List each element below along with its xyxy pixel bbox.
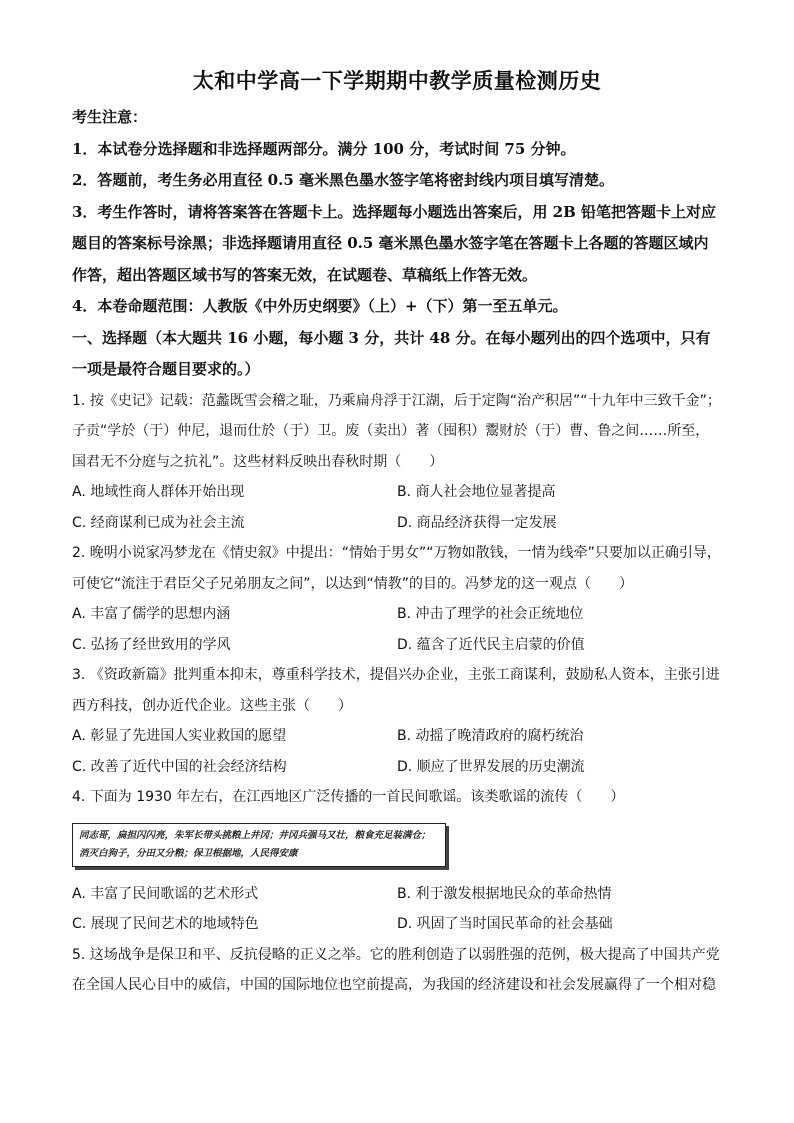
option-list <box>72 879 722 940</box>
option-list <box>72 599 722 660</box>
option-a: A. 丰富了民间歌谣的艺术形式 <box>72 885 259 902</box>
notice-item-2: 2．答题前，考生务必用直径 0.5 毫米黑色墨水签字笔将密封线内项目填写清楚。 <box>72 171 614 189</box>
notice-block <box>72 102 722 323</box>
option-b: B. 动摇了晚清政府的腐朽统治 <box>397 728 584 744</box>
question-2 <box>72 538 722 660</box>
option-d: D. 顺应了世界发展的历史潮流 <box>397 758 585 775</box>
option-list <box>72 721 722 782</box>
option-c: C. 改善了近代中国的社会经济结构 <box>72 758 287 775</box>
question-stem: 4. 下面为 1930 年左右，在江西地区广泛传播的一首民间歌谣。该类歌谣的流传（ ） <box>72 789 625 805</box>
question-stem: 1. 按《史记》记载：范蠡既雪会稽之耻，乃乘扁舟浮于江湖，后于定陶“治产积居”“十九年中三致千金”；子贡“学於（于）仲尼，退而仕於（于）卫。废（卖出）著（囤积）鬻财於（于）曹、鲁之间……所至，国君无不分庭与之抗礼”。这些材料反映出春秋时期（ ） <box>72 392 721 470</box>
notice-item-4: 4．本卷命题范围：人教版《中外历史纲要》（上）+（下）第一至五单元。 <box>72 297 568 315</box>
option-d: D. 巩固了当时国民革命的社会基础 <box>397 916 613 932</box>
notice-heading: 考生注意： <box>72 108 148 126</box>
option-list <box>72 477 722 538</box>
notice-item-1: 1．本试卷分选择题和非选择题两部分。满分 100 分，考试时间 75 分钟。 <box>72 139 576 158</box>
question-stem: 3. 《资政新篇》批判重本抑末，尊重科学技术，提倡兴办企业，主张工商谋利，鼓励私人资本，主张引进西方科技，创办近代企业。这些主张（ ） <box>72 667 720 714</box>
question-4 <box>72 782 722 940</box>
exam-title: 太和中学高一下学期期中教学质量检测历史 <box>192 69 602 93</box>
option-b: B. 利于激发根据地民众的革命热情 <box>397 885 612 902</box>
option-d: D. 商品经济获得一定发展 <box>397 514 557 531</box>
folk-song-image: 同志哥，扁担闪闪亮，朱军长带头挑粮上井冈；井冈兵强马又壮，粮食充足装满仓；消灭白狗子，分田又分粮；保卫根据地，人民得安康 <box>72 823 446 867</box>
question-stem: 2. 晚明小说家冯梦龙在《情史叙》中提出：“情始于男女”“万物如散钱，一情为线牵”只要加以正确引导，可使它“流注于君臣父子兄弟朋友之间”，以达到“情教”的目的。冯梦龙的这一观点（ ） <box>72 545 721 592</box>
option-b: B. 商人社会地位显著提高 <box>397 484 556 500</box>
question-5 <box>72 940 722 1001</box>
option-d: D. 蕴含了近代民主启蒙的价值 <box>397 636 585 653</box>
question-1 <box>72 386 722 539</box>
notice-item-3: 3．考生作答时，请将答案答在答题卡上。选择题每小题选出答案后，用 2B 铅笔把答题卡上对应题目的答案标号涂黑；非选择题请用直径 0.5 毫米黑色墨水签字笔在答题卡上各题的答题区域内作答，超出答题区域书写的答案无效，在试题卷、草稿纸上作答无效。 <box>72 202 717 284</box>
option-c: C. 弘扬了经世致用的学风 <box>72 636 231 653</box>
option-c: C. 经商谋利已成为社会主流 <box>72 514 245 531</box>
option-c: C. 展现了民间艺术的地域特色 <box>72 916 259 932</box>
question-3 <box>72 660 722 782</box>
exam-page <box>72 66 722 1001</box>
option-a: A. 地域性商人群体开始出现 <box>72 484 245 500</box>
question-stem: 5. 这场战争是保卫和平、反抗侵略的正义之举。它的胜利创造了以弱胜强的范例，极大提高了中国共产党在全国人民心目中的威信，中国的国际地位也空前提高，为我国的经济建设和社会发展赢得了一个相对稳 <box>72 946 720 993</box>
section-heading-choice: 一、选择题（本大题共 16 小题，每小题 3 分，共计 48 分。在每小题列出的四个选项中，只有一项是最符合题目要求的。） <box>72 328 711 378</box>
option-a: A. 丰富了儒学的思想内涵 <box>72 606 231 622</box>
option-a: A. 彰显了先进国人实业救国的愿望 <box>72 728 287 744</box>
option-b: B. 冲击了理学的社会正统地位 <box>397 606 584 622</box>
